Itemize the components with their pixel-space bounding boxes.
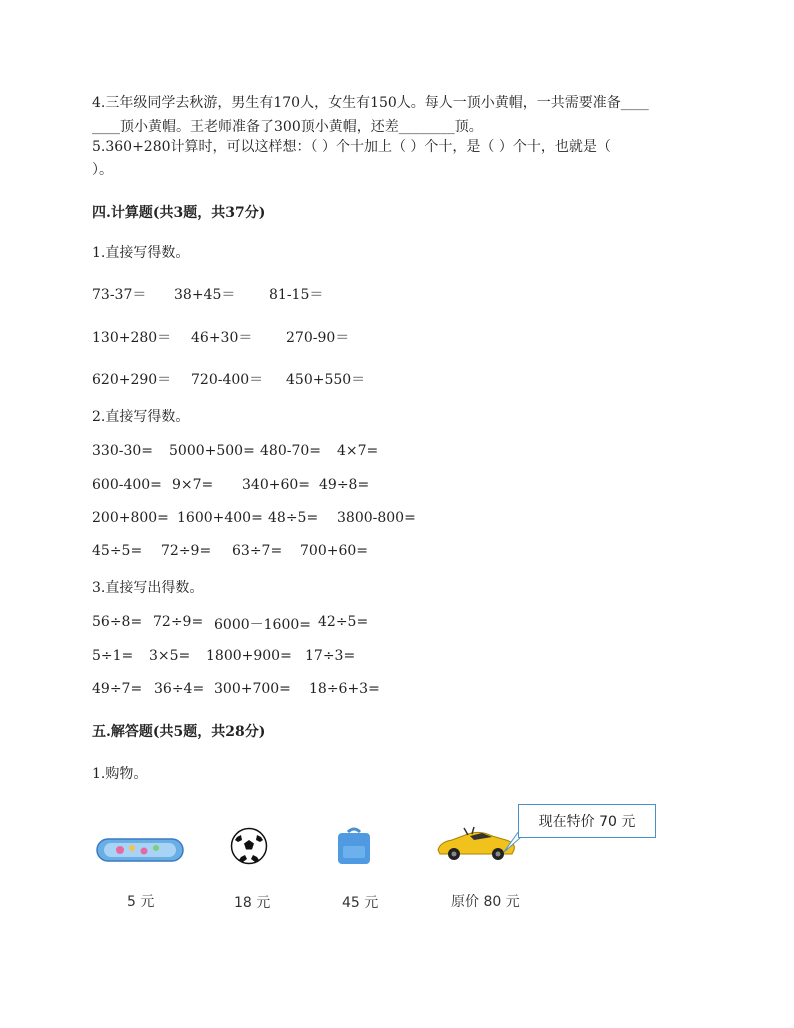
equation: 4×7= bbox=[337, 443, 379, 459]
equation: 81-15＝ bbox=[269, 287, 324, 303]
problem-5-1-title: 1.购物。 bbox=[92, 766, 148, 782]
equation: 330-30= bbox=[92, 443, 153, 459]
equation: 480-70= bbox=[260, 443, 321, 459]
equation: 36÷4= bbox=[154, 681, 205, 697]
equation: 1600+400= bbox=[177, 510, 263, 526]
equation: 49÷8= bbox=[319, 477, 370, 493]
question-4-line-2: ____顶小黄帽。王老师准备了300顶小黄帽，还差________顶。 bbox=[92, 119, 483, 135]
equation: 42÷5= bbox=[318, 614, 369, 630]
equation: 600-400= bbox=[92, 477, 162, 493]
equation: 130+280＝ bbox=[92, 330, 172, 346]
equation: 45÷5= bbox=[92, 543, 143, 559]
equation: 450+550＝ bbox=[286, 372, 366, 388]
equation: 63÷7= bbox=[232, 543, 283, 559]
equation: 620+290＝ bbox=[92, 372, 172, 388]
soccer-ball-price: 18 元 bbox=[234, 895, 271, 911]
equation: 200+800= bbox=[92, 510, 169, 526]
problem-2-title: 2.直接写得数。 bbox=[92, 409, 190, 425]
equation: 270-90＝ bbox=[286, 330, 350, 346]
problem-1-title: 1.直接写得数。 bbox=[92, 245, 190, 261]
pencil-case-image bbox=[96, 836, 184, 864]
equation: 340+60= bbox=[242, 477, 310, 493]
schoolbag-price: 45 元 bbox=[342, 895, 379, 911]
equation: 72÷9= bbox=[153, 614, 204, 630]
problem-3-title: 3.直接写出得数。 bbox=[92, 580, 204, 596]
equation: 72÷9= bbox=[161, 543, 212, 559]
equation: 3800-800= bbox=[337, 510, 416, 526]
equation: 5000+500= bbox=[169, 443, 255, 459]
equation: 46+30＝ bbox=[191, 330, 253, 346]
equation: 1800+900= bbox=[206, 648, 292, 664]
section-4-heading: 四.计算题(共3题，共37分) bbox=[92, 205, 266, 221]
section-5-heading: 五.解答题(共5题，共28分) bbox=[92, 724, 266, 740]
pencil-case-price: 5 元 bbox=[127, 894, 155, 910]
equation: 720-400＝ bbox=[191, 372, 264, 388]
equation: 3×5= bbox=[149, 648, 191, 664]
soccer-ball-image bbox=[230, 827, 268, 865]
question-5-line-2: ）。 bbox=[92, 162, 113, 178]
equation: 18÷6+3= bbox=[309, 681, 380, 697]
equation: 56÷8= bbox=[92, 614, 143, 630]
question-5-line-1: 5.360+280计算时，可以这样想：（ ）个十加上（ ）个十，是（ ）个十，也就是（ bbox=[92, 139, 611, 155]
equation: 5÷1= bbox=[92, 648, 134, 664]
equation: 38+45＝ bbox=[174, 287, 236, 303]
equation: 6000－1600= bbox=[214, 617, 311, 633]
equation: 48÷5= bbox=[268, 510, 319, 526]
equation: 17÷3= bbox=[305, 648, 356, 664]
toy-car-price: 原价 80 元 bbox=[451, 894, 520, 910]
sale-price-callout: 现在特价 70 元 bbox=[518, 804, 656, 838]
question-4-line-1: 4.三年级同学去秋游，男生有170人，女生有150人。每人一顶小黄帽，一共需要准备____ bbox=[92, 95, 649, 111]
equation: 700+60= bbox=[300, 543, 368, 559]
schoolbag-image bbox=[335, 826, 373, 866]
equation: 73-37＝ bbox=[92, 287, 147, 303]
equation: 9×7= bbox=[172, 477, 214, 493]
equation: 300+700= bbox=[214, 681, 291, 697]
equation: 49÷7= bbox=[92, 681, 143, 697]
